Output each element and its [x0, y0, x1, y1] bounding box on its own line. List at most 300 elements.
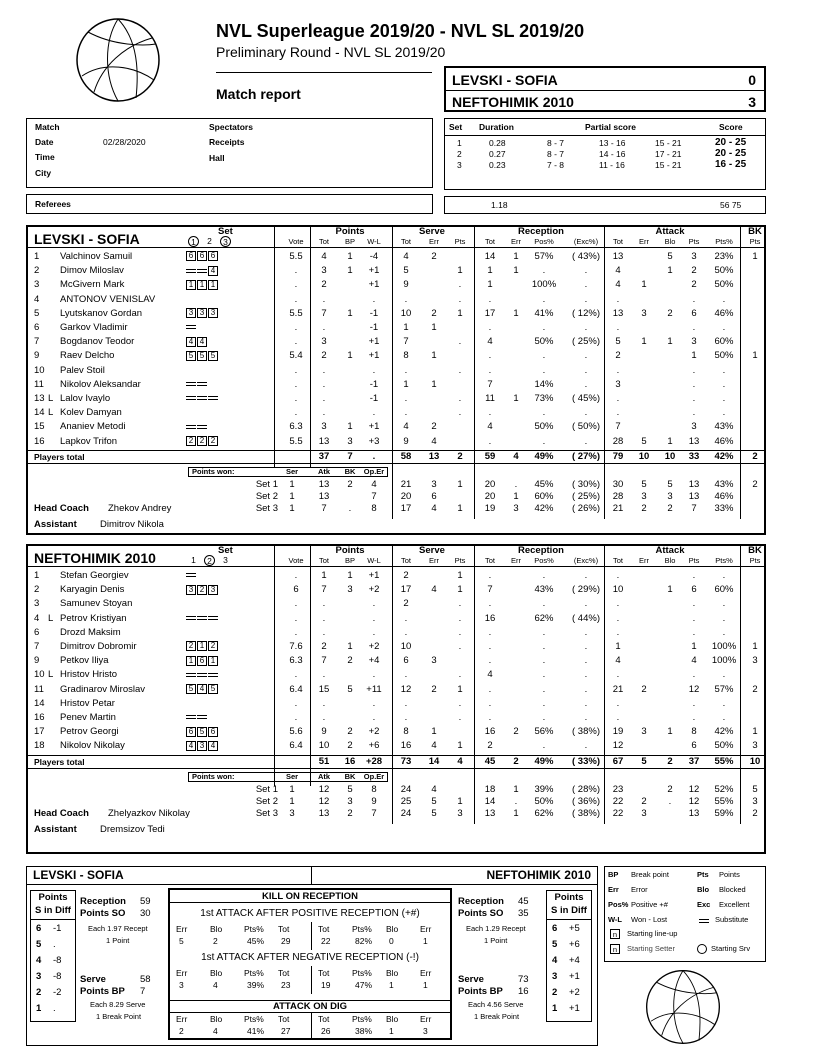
substitute-mark: [186, 715, 196, 719]
player-set-markers: [186, 378, 208, 392]
total-ablo: 2: [667, 755, 673, 767]
player-name: Lapkov Trifon: [60, 435, 118, 447]
stat-rpos: .: [542, 683, 546, 695]
column-header: Blo: [664, 556, 676, 565]
won-stot: 24: [400, 783, 412, 795]
legend-key: Blo: [697, 885, 710, 894]
stat-rpos: .: [542, 364, 546, 376]
player-row: [28, 321, 764, 335]
set-column-1: 1: [188, 236, 199, 247]
won-operr: 4: [371, 478, 377, 490]
substitute-mark: [186, 382, 196, 386]
center-divider: [311, 1012, 312, 1040]
won-rpos: 39%: [534, 783, 554, 795]
won-rpos: 50%: [534, 795, 554, 807]
won-rtot: 20: [484, 478, 496, 490]
stat-rtot: 4: [487, 336, 493, 348]
total-wl: .: [372, 450, 376, 462]
substitute-mark: [208, 396, 218, 400]
legend-text: Won - Lost: [631, 915, 668, 924]
dig-head: Blo: [386, 1014, 399, 1024]
attack-head: Pts%: [352, 968, 372, 978]
total-atot: 67: [612, 755, 624, 767]
stat-ptot: .: [322, 364, 326, 376]
stat-aptsp: 50%: [714, 350, 734, 362]
column-header: Vote: [288, 237, 304, 246]
column-header: Pos%: [534, 556, 554, 565]
player-number: 11: [34, 378, 44, 390]
substitute-mark: [197, 673, 207, 677]
stat-atot: 12: [612, 740, 624, 752]
player-number: 18: [34, 740, 45, 752]
stat-atot: .: [616, 669, 620, 681]
s-in-diff-label: S in Diff: [551, 905, 587, 916]
stat-apts: .: [692, 378, 696, 390]
stat-stot: .: [404, 407, 408, 419]
total-bk: 2: [752, 450, 758, 462]
reception-label: Reception: [458, 896, 504, 907]
stat-rpos: .: [542, 350, 546, 362]
attack-head: Err: [420, 924, 432, 934]
total-bp: 16: [344, 755, 356, 767]
stat-aptsp: 50%: [714, 279, 734, 291]
hall-label: Hall: [209, 153, 225, 163]
stat-bk: 1: [752, 726, 758, 738]
each-serve-points: 1 Break Point: [96, 1012, 142, 1021]
starting-position: 5: [197, 351, 207, 361]
stat-aptsp: .: [722, 322, 726, 333]
points-won-label: Points won:: [192, 466, 235, 476]
stat-apts: .: [692, 364, 696, 376]
starting-position: 4: [208, 741, 218, 751]
won-rpos: 45%: [534, 478, 554, 490]
away-team-name: NEFTOHIMIK 2010: [452, 94, 574, 110]
stat-bp: 1: [347, 570, 353, 581]
won-bk: .: [348, 502, 352, 514]
stat-spts: .: [458, 712, 462, 723]
match-label: Match: [35, 122, 60, 132]
substitute-mark: [208, 616, 218, 620]
total-divider-bottom: [28, 463, 764, 464]
won-apts: 12: [688, 783, 700, 795]
stat-vote: .: [294, 364, 298, 376]
column-header: Vote: [288, 556, 304, 565]
points-won-col: BK: [344, 771, 356, 781]
starting-position: 5: [186, 684, 196, 694]
set-won-row: [28, 491, 764, 503]
stat-spts: .: [458, 393, 462, 404]
player-name: McGivern Mark: [60, 279, 125, 291]
player-number: 11: [34, 683, 44, 695]
total-spts: 4: [457, 755, 463, 767]
player-set-markers: [186, 278, 219, 292]
attack-value: 82%: [355, 936, 373, 946]
stat-rexc: .: [584, 364, 588, 376]
serve-value: 73: [518, 974, 529, 985]
stat-aptsp: .: [722, 669, 726, 681]
set-header: Set: [218, 226, 233, 237]
stat-serr: 4: [431, 740, 437, 752]
won-atk: 12: [318, 795, 330, 807]
substitute-mark: [197, 715, 207, 719]
stat-rtot: .: [488, 598, 492, 610]
won-aptsp: 52%: [714, 783, 734, 795]
stat-bp: 1: [347, 350, 353, 362]
rotation-diff: +2: [569, 987, 580, 998]
set-number: 2: [457, 149, 462, 159]
player-number: 1: [34, 570, 40, 581]
set-column-1: 1: [191, 555, 196, 565]
player-row: [28, 668, 764, 682]
won-stot: 25: [400, 795, 412, 807]
total-aerr: 5: [641, 755, 647, 767]
stat-wl: .: [372, 626, 376, 638]
stat-rexc: ( 44%): [572, 612, 600, 624]
player-name: Dimov Miloslav: [60, 265, 124, 277]
players-total-row: [28, 451, 764, 463]
stat-wl: -1: [369, 307, 379, 319]
stat-rtot: 1: [487, 265, 493, 277]
stat-apts: .: [692, 598, 696, 610]
stat-stot: 6: [403, 655, 409, 667]
starting-position: 3: [197, 308, 207, 318]
stat-aerr: 1: [641, 279, 647, 291]
s-in-diff-label: S in Diff: [35, 905, 71, 916]
stat-atot: .: [616, 712, 620, 723]
starting-position: 1: [197, 280, 207, 290]
stat-vote: .: [294, 265, 298, 277]
dig-value: 3: [423, 1026, 428, 1036]
stat-apts: .: [692, 669, 696, 681]
starting-position: 2: [197, 436, 207, 446]
stat-bp: 3: [347, 584, 353, 596]
player-number: 3: [34, 598, 40, 610]
won-atot: 21: [612, 502, 624, 514]
rotation-diff: +5: [569, 923, 580, 934]
set-header: Set: [218, 545, 233, 556]
stat-ablo: 1: [667, 265, 673, 277]
won-operr: 8: [371, 783, 377, 795]
serve-value: 58: [140, 974, 151, 985]
stat-wl: -1: [369, 393, 379, 404]
stat-rpos: .: [542, 293, 546, 305]
player-name: Nikolov Aleksandar: [60, 378, 141, 390]
stat-serr: 4: [431, 435, 437, 447]
starting-setter-icon: n: [610, 944, 620, 954]
stat-ptot: .: [322, 393, 326, 404]
serve-label: Serve: [458, 974, 484, 985]
stat-rtot: 17: [484, 307, 496, 319]
player-number: 15: [34, 421, 45, 433]
attack-head: Pts%: [352, 924, 372, 934]
stat-stot: .: [404, 364, 408, 376]
player-row: [28, 583, 764, 597]
player-name: Gradinarov Miroslav: [60, 683, 145, 695]
stat-aptsp: 46%: [714, 435, 734, 447]
player-row: [28, 612, 764, 626]
stat-rtot: 16: [484, 612, 496, 624]
points-bp-label: Points BP: [80, 986, 125, 997]
substitute-icon: [699, 919, 709, 923]
stat-ptot: 3: [321, 336, 327, 348]
stat-rtot: 7: [487, 378, 493, 390]
points-won-col: Ser: [285, 771, 299, 781]
total-rexc: ( 33%): [572, 755, 600, 767]
stat-rexc: ( 12%): [572, 307, 600, 319]
stat-bk: 2: [752, 683, 758, 695]
stat-bp: 1: [347, 641, 353, 652]
stat-vote: 6.3: [289, 655, 303, 667]
won-rexc: ( 26%): [572, 502, 600, 514]
column-header: Tot: [612, 556, 623, 565]
stat-vote: .: [294, 697, 298, 709]
player-row: [28, 725, 764, 739]
stat-aptsp: 57%: [714, 683, 734, 695]
assistant-label: Assistant: [34, 823, 77, 835]
won-aerr: 2: [641, 795, 647, 807]
won-atk: 13: [318, 478, 330, 490]
stat-vote: .: [294, 336, 298, 348]
won-ablo: 2: [667, 502, 673, 514]
rotation-number: 4: [552, 955, 558, 966]
won-bk: 5: [347, 783, 353, 795]
stat-rexc: .: [584, 293, 588, 305]
set-number: 3: [457, 160, 462, 170]
rotation-diff: -8: [53, 955, 62, 966]
stat-aerr: 3: [641, 726, 647, 738]
points-label: Points: [554, 892, 584, 903]
player-set-markers: [186, 392, 219, 406]
won-rerr: .: [514, 478, 518, 490]
legend-text: Starting Setter: [627, 944, 675, 953]
stat-ablo: 1: [667, 336, 673, 348]
player-row: [28, 392, 764, 406]
player-name: Petrov Georgi: [60, 726, 119, 738]
player-number: 14: [34, 697, 45, 709]
stat-rexc: ( 38%): [572, 726, 600, 738]
player-number: 16: [34, 712, 45, 723]
stat-stot: 1: [403, 378, 409, 390]
won-ablo: 5: [667, 478, 673, 490]
referees-box: [26, 194, 433, 214]
stat-spts: .: [458, 364, 462, 376]
stat-atot: 13: [612, 251, 624, 262]
won-aptsp: 55%: [714, 795, 734, 807]
won-serr: 4: [431, 502, 437, 514]
stat-rpos: 100%: [531, 279, 557, 291]
stat-stot: .: [404, 712, 408, 723]
stat-apts: 3: [691, 336, 697, 348]
column-header: Tot: [400, 556, 411, 565]
won-rpos: 62%: [534, 807, 554, 819]
dig-value: 41%: [247, 1026, 265, 1036]
stat-ptot: 4: [321, 251, 327, 262]
each-reception: Each 1.97 Recept: [88, 924, 148, 933]
set-label: Set 1: [255, 783, 278, 795]
legend-key: Err: [608, 885, 619, 894]
attack-head: Pts%: [244, 924, 264, 934]
stat-apts: 1: [691, 350, 697, 362]
set-duration: 0.27: [489, 149, 506, 159]
away-sets-won: 3: [748, 94, 756, 110]
stat-rpos: 73%: [534, 393, 554, 404]
column-header: Tot: [318, 237, 329, 246]
legend-box: [604, 866, 766, 962]
won-spts: 1: [457, 502, 463, 514]
stat-aptsp: 100%: [711, 655, 737, 667]
attack-value: 29: [281, 936, 291, 946]
time-label: Time: [35, 152, 55, 162]
player-name: Penev Martin: [60, 712, 116, 723]
won-ser: 1: [289, 490, 295, 502]
stat-vote: 5.4: [289, 350, 303, 362]
rotation-number: 1: [552, 1003, 558, 1014]
column-header: Tot: [612, 237, 623, 246]
dig-head: Err: [176, 1014, 188, 1024]
rotation-diff: +4: [569, 955, 580, 966]
player-name: Garkov Vladimir: [60, 322, 128, 333]
stat-ptot: 7: [321, 584, 327, 596]
player-row: [28, 349, 764, 363]
won-ablo: 3: [667, 490, 673, 502]
legend-key: BP: [608, 870, 619, 879]
stat-rexc: .: [584, 598, 588, 610]
starting-position: 5: [208, 351, 218, 361]
players-total-label: Players total: [34, 451, 85, 462]
stat-vote: 6.4: [289, 683, 303, 695]
stat-vote: 6: [293, 584, 299, 596]
reception-value: 45: [518, 896, 529, 907]
starting-position: 3: [197, 741, 207, 751]
starting-position: 4: [186, 337, 196, 347]
stat-wl: -1: [369, 322, 379, 333]
stat-vote: .: [294, 626, 298, 638]
dig-value: 1: [389, 1026, 394, 1036]
away-team-table: [26, 544, 766, 854]
stat-vote: .: [294, 669, 298, 681]
stat-aptsp: .: [722, 407, 726, 419]
stat-atot: 3: [615, 378, 621, 390]
won-atk: 12: [318, 783, 330, 795]
legend-text: Break point: [631, 870, 669, 879]
stat-vote: .: [294, 598, 298, 610]
stat-rpos: .: [542, 740, 546, 752]
stat-aptsp: 46%: [714, 307, 734, 319]
team-name-header: NEFTOHIMIK 2010: [34, 550, 156, 566]
dig-head: Tot: [318, 1014, 330, 1024]
stat-spts: .: [458, 641, 462, 652]
stat-rexc: ( 43%): [572, 251, 600, 262]
stat-rexc: .: [584, 712, 588, 723]
head-coach-label: Head Coach: [34, 502, 89, 514]
volleyball-footer-icon: [644, 968, 722, 1046]
stat-rtot: 7: [487, 584, 493, 596]
serve-label: Serve: [80, 974, 106, 985]
stat-aptsp: .: [722, 626, 726, 638]
player-name: Nikolov Nikolay: [60, 740, 125, 752]
partial-score-2: 11 - 16: [599, 160, 625, 170]
player-row: [28, 640, 764, 654]
stat-wl: +1: [368, 350, 380, 362]
set-label: Set 1: [255, 478, 278, 490]
legend-text: Starting line-up: [627, 929, 678, 938]
starting-position: 1: [186, 280, 196, 290]
won-apts: 12: [688, 795, 700, 807]
stat-spts: .: [458, 612, 462, 624]
header-divider: [28, 247, 764, 248]
stat-ptot: 10: [318, 740, 330, 752]
player-row: [28, 711, 764, 725]
stat-aptsp: .: [722, 393, 726, 404]
stat-apts: 1: [691, 641, 697, 652]
won-aerr: 3: [641, 807, 647, 819]
stat-stot: 10: [400, 641, 412, 652]
player-number: 10: [34, 364, 45, 376]
stat-serr: 1: [431, 378, 437, 390]
stat-vote: .: [294, 378, 298, 390]
stat-rpos: .: [542, 626, 546, 638]
attack-head: Err: [420, 968, 432, 978]
stat-bp: 2: [347, 655, 353, 667]
stat-aptsp: 23%: [714, 251, 734, 262]
player-name: Valchinov Samuil: [60, 251, 133, 262]
stat-spts: 1: [457, 584, 463, 596]
stat-wl: +1: [368, 570, 380, 581]
player-number: 13: [34, 393, 45, 404]
stat-stot: 5: [403, 265, 409, 277]
stat-stot: .: [404, 697, 408, 709]
stat-rtot: .: [488, 435, 492, 447]
stat-aerr: 3: [641, 307, 647, 319]
player-row: [28, 364, 764, 378]
won-atot: 30: [612, 478, 624, 490]
stat-spts: .: [458, 669, 462, 681]
player-number: 16: [34, 435, 45, 447]
stat-serr: 1: [431, 322, 437, 333]
stat-rexc: .: [584, 641, 588, 652]
stat-wl: +4: [368, 655, 380, 667]
points-so-label: Points SO: [458, 908, 504, 919]
stat-bp: 1: [347, 251, 353, 262]
total-rerr: 2: [513, 755, 519, 767]
stat-ptot: 13: [318, 435, 330, 447]
home-team-name: LEVSKI - SOFIA: [452, 72, 558, 88]
won-spts: 3: [457, 807, 463, 819]
attack-head: Tot: [318, 924, 330, 934]
rotation-diff: -1: [53, 923, 62, 934]
stat-apts: 13: [688, 435, 700, 447]
stat-rpos: 62%: [534, 612, 554, 624]
attack-value: 22: [321, 936, 331, 946]
total-divider-bottom: [28, 768, 764, 769]
column-header: Pts: [454, 556, 466, 565]
total-ablo: 10: [664, 450, 676, 462]
stat-vote: .: [294, 712, 298, 723]
stat-apts: 6: [691, 584, 697, 596]
total-aptsp: 55%: [714, 755, 734, 767]
player-set-markers: [186, 654, 219, 668]
stat-atot: 28: [612, 435, 624, 447]
player-row: [28, 264, 764, 278]
column-header: (Exc%): [573, 237, 599, 246]
stat-rtot: 11: [485, 393, 495, 404]
stat-atot: 7: [615, 421, 621, 433]
won-ser: 3: [289, 807, 295, 819]
won-stot: 21: [400, 478, 412, 490]
player-number: 6: [34, 626, 40, 638]
partial-score-1: 8 - 7: [547, 149, 565, 159]
stat-rexc: .: [584, 740, 588, 752]
